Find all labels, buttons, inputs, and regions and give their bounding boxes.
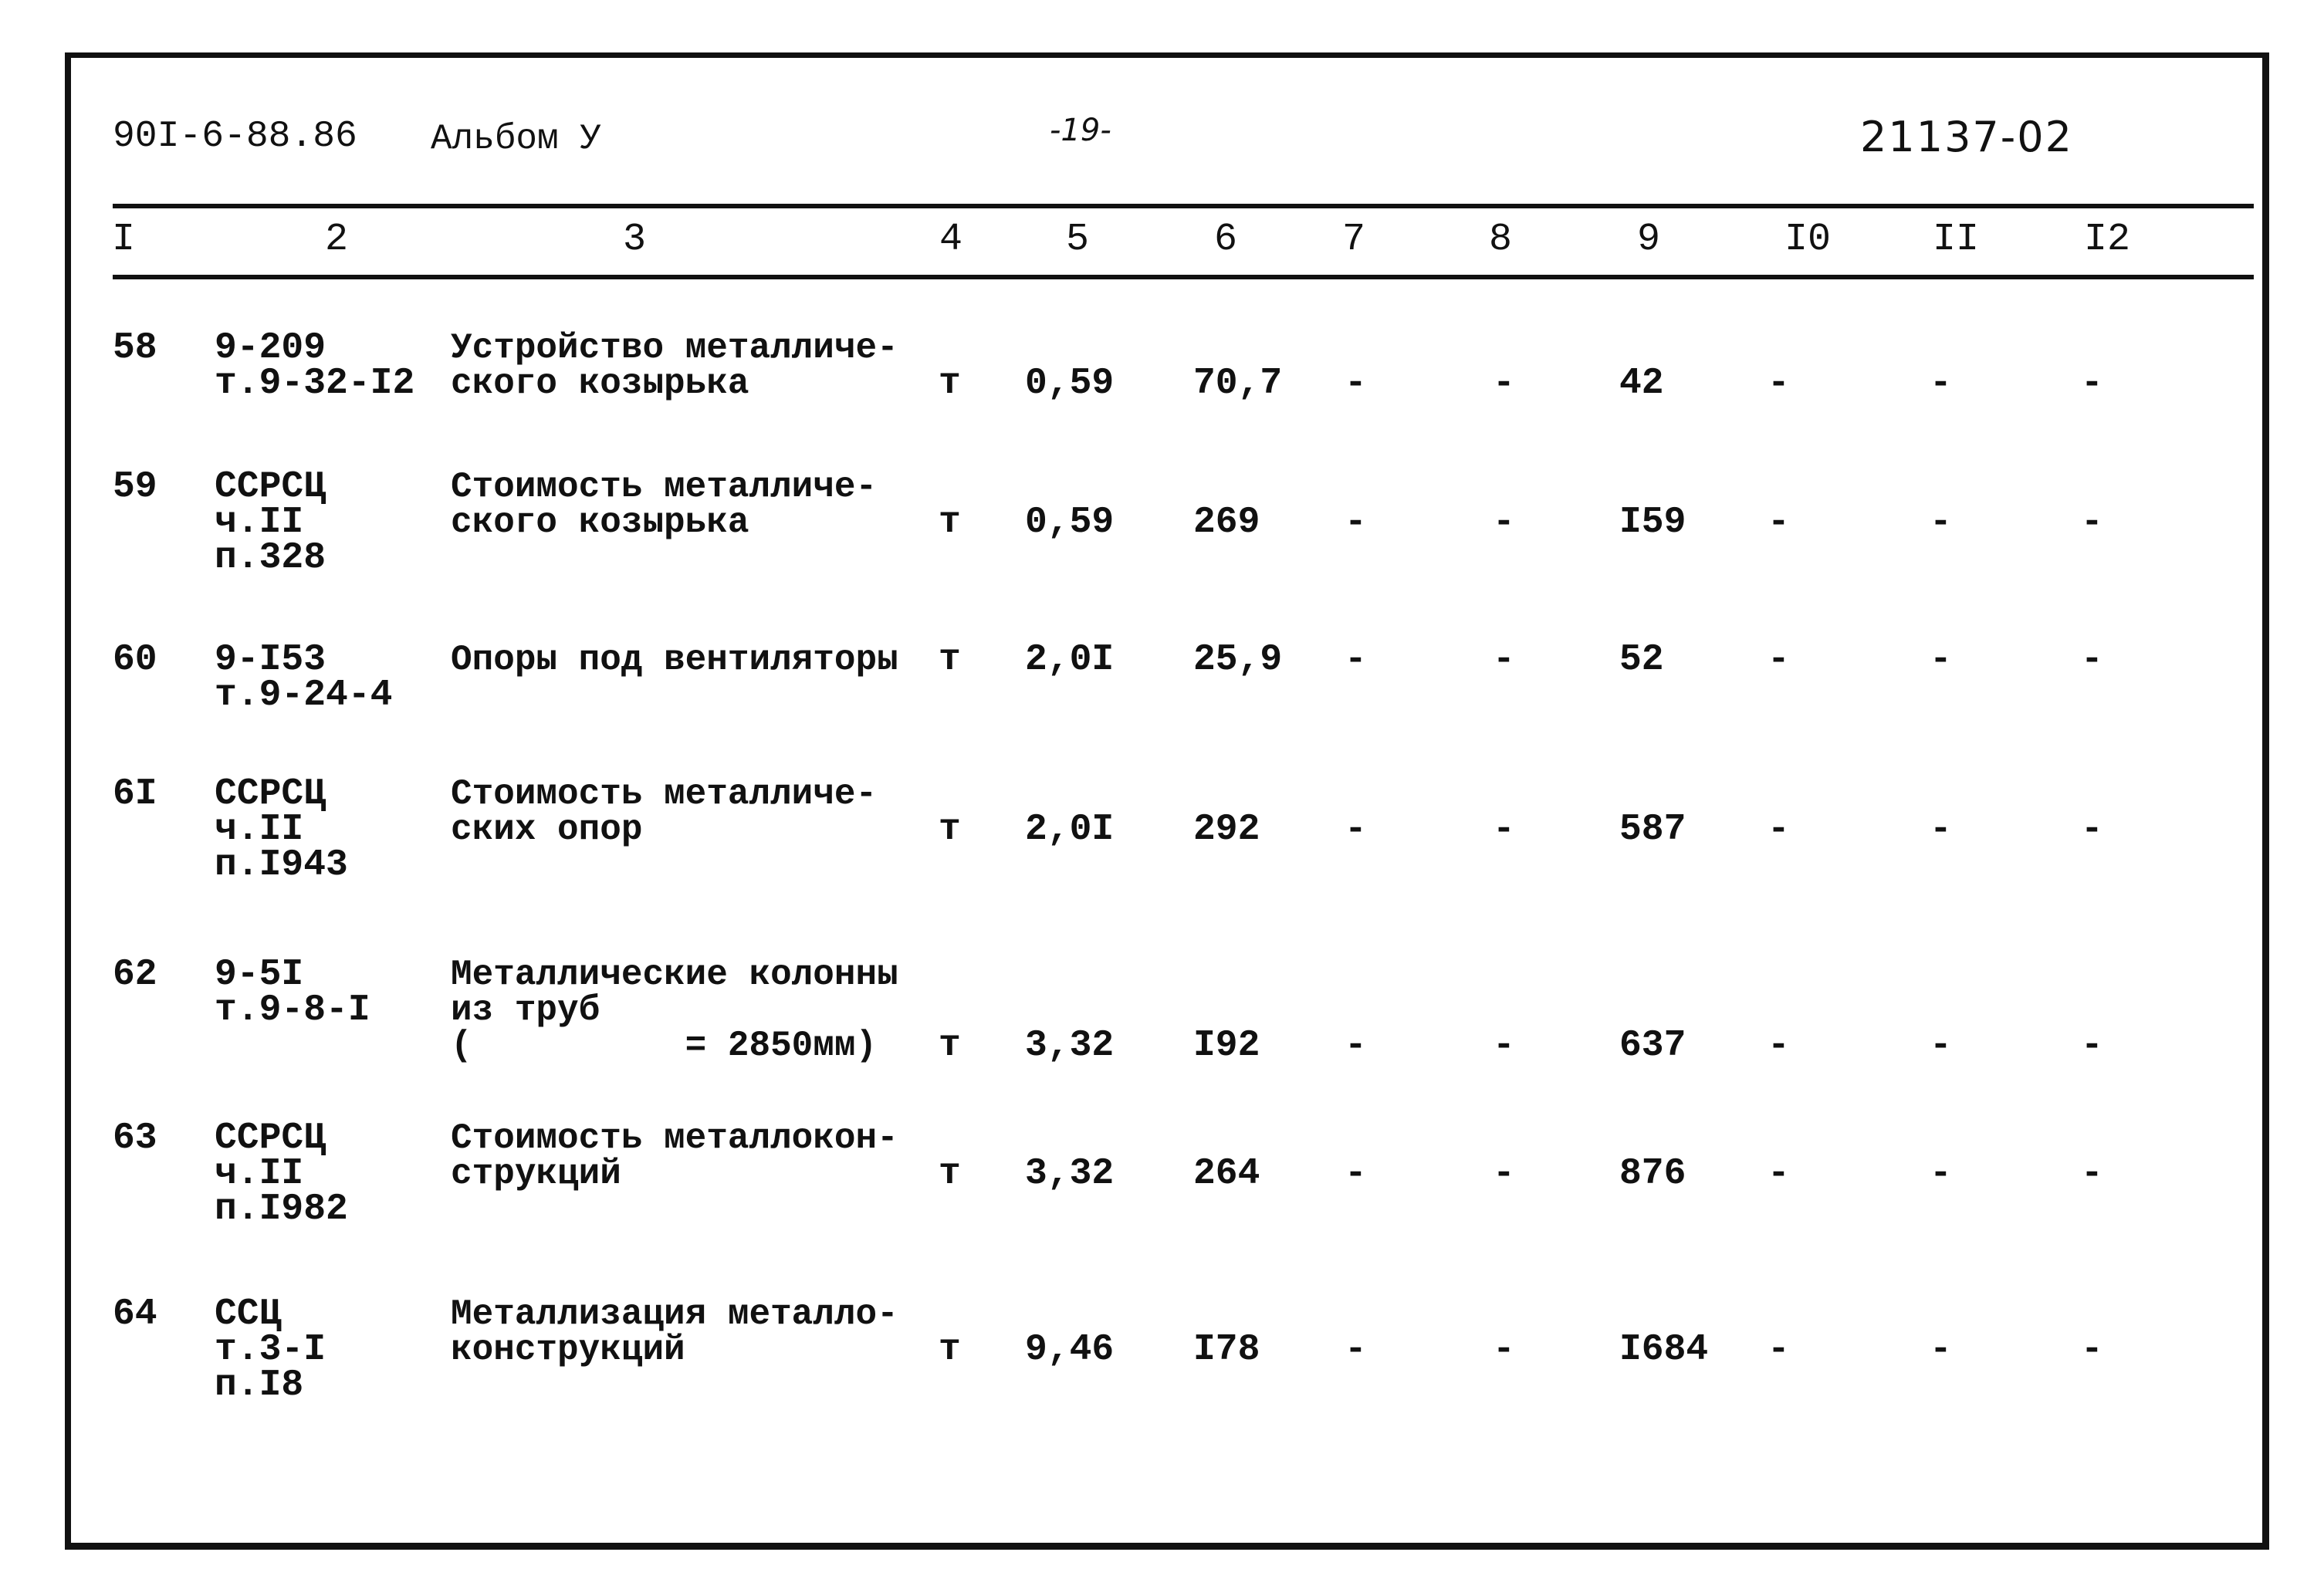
- cell-col-11: -: [1930, 1025, 1952, 1067]
- unit-cost: I92: [1193, 1025, 1260, 1067]
- total-cost: 42: [1619, 363, 1664, 404]
- work-description: Стоимость металличе-: [451, 774, 878, 814]
- cell-col-7: -: [1345, 639, 1367, 681]
- unit-cost: 292: [1193, 809, 1260, 850]
- cell-col-7: -: [1345, 1025, 1367, 1067]
- cell-col-7: -: [1345, 1153, 1367, 1195]
- cell-col-10: -: [1768, 1025, 1790, 1067]
- unit: т: [939, 809, 961, 850]
- page-number: -19-: [1050, 113, 1111, 148]
- norm-reference: ч.II: [215, 809, 304, 850]
- cell-col-12: -: [2081, 502, 2103, 543]
- cell-col-12: -: [2081, 809, 2103, 850]
- cell-col-10: -: [1768, 809, 1790, 850]
- header-rule-top: [113, 204, 2254, 208]
- norm-reference: ССРСЦ: [215, 1118, 326, 1159]
- norm-reference: т.9-8-I: [215, 989, 370, 1031]
- cell-col-8: -: [1493, 1329, 1515, 1371]
- work-description: Опоры под вентиляторы: [451, 640, 898, 680]
- quantity: 3,32: [1025, 1153, 1115, 1195]
- work-description: ( = 2850мм): [451, 1026, 878, 1066]
- cell-col-12: -: [2081, 363, 2103, 404]
- quantity: 2,0I: [1025, 809, 1115, 850]
- norm-reference: т.9-24-4: [215, 675, 393, 716]
- quantity: 3,32: [1025, 1025, 1115, 1067]
- work-description: конструкций: [451, 1330, 685, 1370]
- cell-col-10: -: [1768, 639, 1790, 681]
- cell-col-11: -: [1930, 1329, 1952, 1371]
- norm-reference: 9-5I: [215, 954, 304, 996]
- column-number: 7: [1341, 218, 1366, 262]
- norm-reference: ч.II: [215, 502, 304, 543]
- work-description: из труб: [451, 990, 600, 1030]
- work-description: Устройство металличе-: [451, 328, 898, 368]
- quantity: 9,46: [1025, 1329, 1115, 1371]
- cell-col-8: -: [1493, 639, 1515, 681]
- norm-reference: 9-I53: [215, 639, 326, 681]
- header-rule-bottom: [113, 275, 2254, 279]
- norm-reference: ССРСЦ: [215, 466, 326, 508]
- total-cost: 52: [1619, 639, 1664, 681]
- work-description: струкций: [451, 1154, 621, 1194]
- column-number: 8: [1488, 218, 1513, 262]
- cell-col-7: -: [1345, 502, 1367, 543]
- work-description: ских опор: [451, 810, 643, 850]
- norm-reference: п.I8: [215, 1364, 304, 1406]
- column-number: 5: [1065, 218, 1090, 262]
- cell-col-12: -: [2081, 1153, 2103, 1195]
- total-cost: 587: [1619, 809, 1686, 850]
- norm-reference: ССРСЦ: [215, 773, 326, 815]
- unit: т: [939, 502, 961, 543]
- row-number: 60: [113, 639, 157, 681]
- norm-reference: п.328: [215, 537, 326, 579]
- row-number: 59: [113, 466, 157, 508]
- unit-cost: 269: [1193, 502, 1260, 543]
- row-number: 6I: [113, 773, 157, 815]
- column-number: 2: [324, 218, 349, 262]
- cell-col-8: -: [1493, 809, 1515, 850]
- norm-reference: т.9-32-I2: [215, 363, 415, 404]
- cell-col-12: -: [2081, 1025, 2103, 1067]
- total-cost: I684: [1619, 1329, 1709, 1371]
- unit-cost: I78: [1193, 1329, 1260, 1371]
- cell-col-11: -: [1930, 809, 1952, 850]
- cell-col-8: -: [1493, 1025, 1515, 1067]
- unit: т: [939, 1025, 961, 1067]
- column-number: I2: [2083, 218, 2131, 262]
- work-description: Металлические колонны: [451, 955, 898, 995]
- quantity: 0,59: [1025, 502, 1115, 543]
- cell-col-10: -: [1768, 502, 1790, 543]
- document-number: 90I-6-88.86: [113, 116, 357, 157]
- album-label: Альбом У: [431, 119, 601, 159]
- total-cost: 637: [1619, 1025, 1686, 1067]
- cell-col-8: -: [1493, 363, 1515, 404]
- cell-col-12: -: [2081, 639, 2103, 681]
- column-number: 6: [1213, 218, 1238, 262]
- norm-reference: т.3-I: [215, 1329, 326, 1371]
- cell-col-7: -: [1345, 1329, 1367, 1371]
- column-number: I0: [1784, 218, 1832, 262]
- cell-col-8: -: [1493, 1153, 1515, 1195]
- unit-cost: 70,7: [1193, 363, 1283, 404]
- row-number: 62: [113, 954, 157, 996]
- row-number: 63: [113, 1118, 157, 1159]
- document-code: 21137-02: [1860, 113, 2073, 161]
- cell-col-7: -: [1345, 363, 1367, 404]
- unit: т: [939, 363, 961, 404]
- cell-col-11: -: [1930, 1153, 1952, 1195]
- unit-cost: 25,9: [1193, 639, 1283, 681]
- column-number: I: [111, 218, 136, 262]
- work-description: Стоимость металлокон-: [451, 1118, 898, 1158]
- cell-col-11: -: [1930, 363, 1952, 404]
- total-cost: 876: [1619, 1153, 1686, 1195]
- cell-col-10: -: [1768, 1329, 1790, 1371]
- norm-reference: ССЦ: [215, 1293, 282, 1335]
- cell-col-8: -: [1493, 502, 1515, 543]
- norm-reference: 9-209: [215, 327, 326, 369]
- row-number: 58: [113, 327, 157, 369]
- cell-col-11: -: [1930, 502, 1952, 543]
- cell-col-10: -: [1768, 1153, 1790, 1195]
- cell-col-11: -: [1930, 639, 1952, 681]
- cell-col-12: -: [2081, 1329, 2103, 1371]
- cell-col-7: -: [1345, 809, 1367, 850]
- row-number: 64: [113, 1293, 157, 1335]
- column-number: 4: [939, 218, 963, 262]
- work-description: ского козырька: [451, 363, 749, 404]
- norm-reference: ч.II: [215, 1153, 304, 1195]
- quantity: 0,59: [1025, 363, 1115, 404]
- unit: т: [939, 1153, 961, 1195]
- norm-reference: п.I943: [215, 844, 348, 886]
- quantity: 2,0I: [1025, 639, 1115, 681]
- norm-reference: п.I982: [215, 1189, 348, 1230]
- cell-col-10: -: [1768, 363, 1790, 404]
- column-number: 9: [1636, 218, 1661, 262]
- unit: т: [939, 639, 961, 681]
- work-description: ского козырька: [451, 502, 749, 543]
- work-description: Стоимость металличе-: [451, 467, 878, 507]
- unit-cost: 264: [1193, 1153, 1260, 1195]
- work-description: Металлизация металло-: [451, 1294, 898, 1334]
- total-cost: I59: [1619, 502, 1686, 543]
- unit: т: [939, 1329, 961, 1371]
- column-number: II: [1932, 218, 1980, 262]
- column-number: 3: [622, 218, 647, 262]
